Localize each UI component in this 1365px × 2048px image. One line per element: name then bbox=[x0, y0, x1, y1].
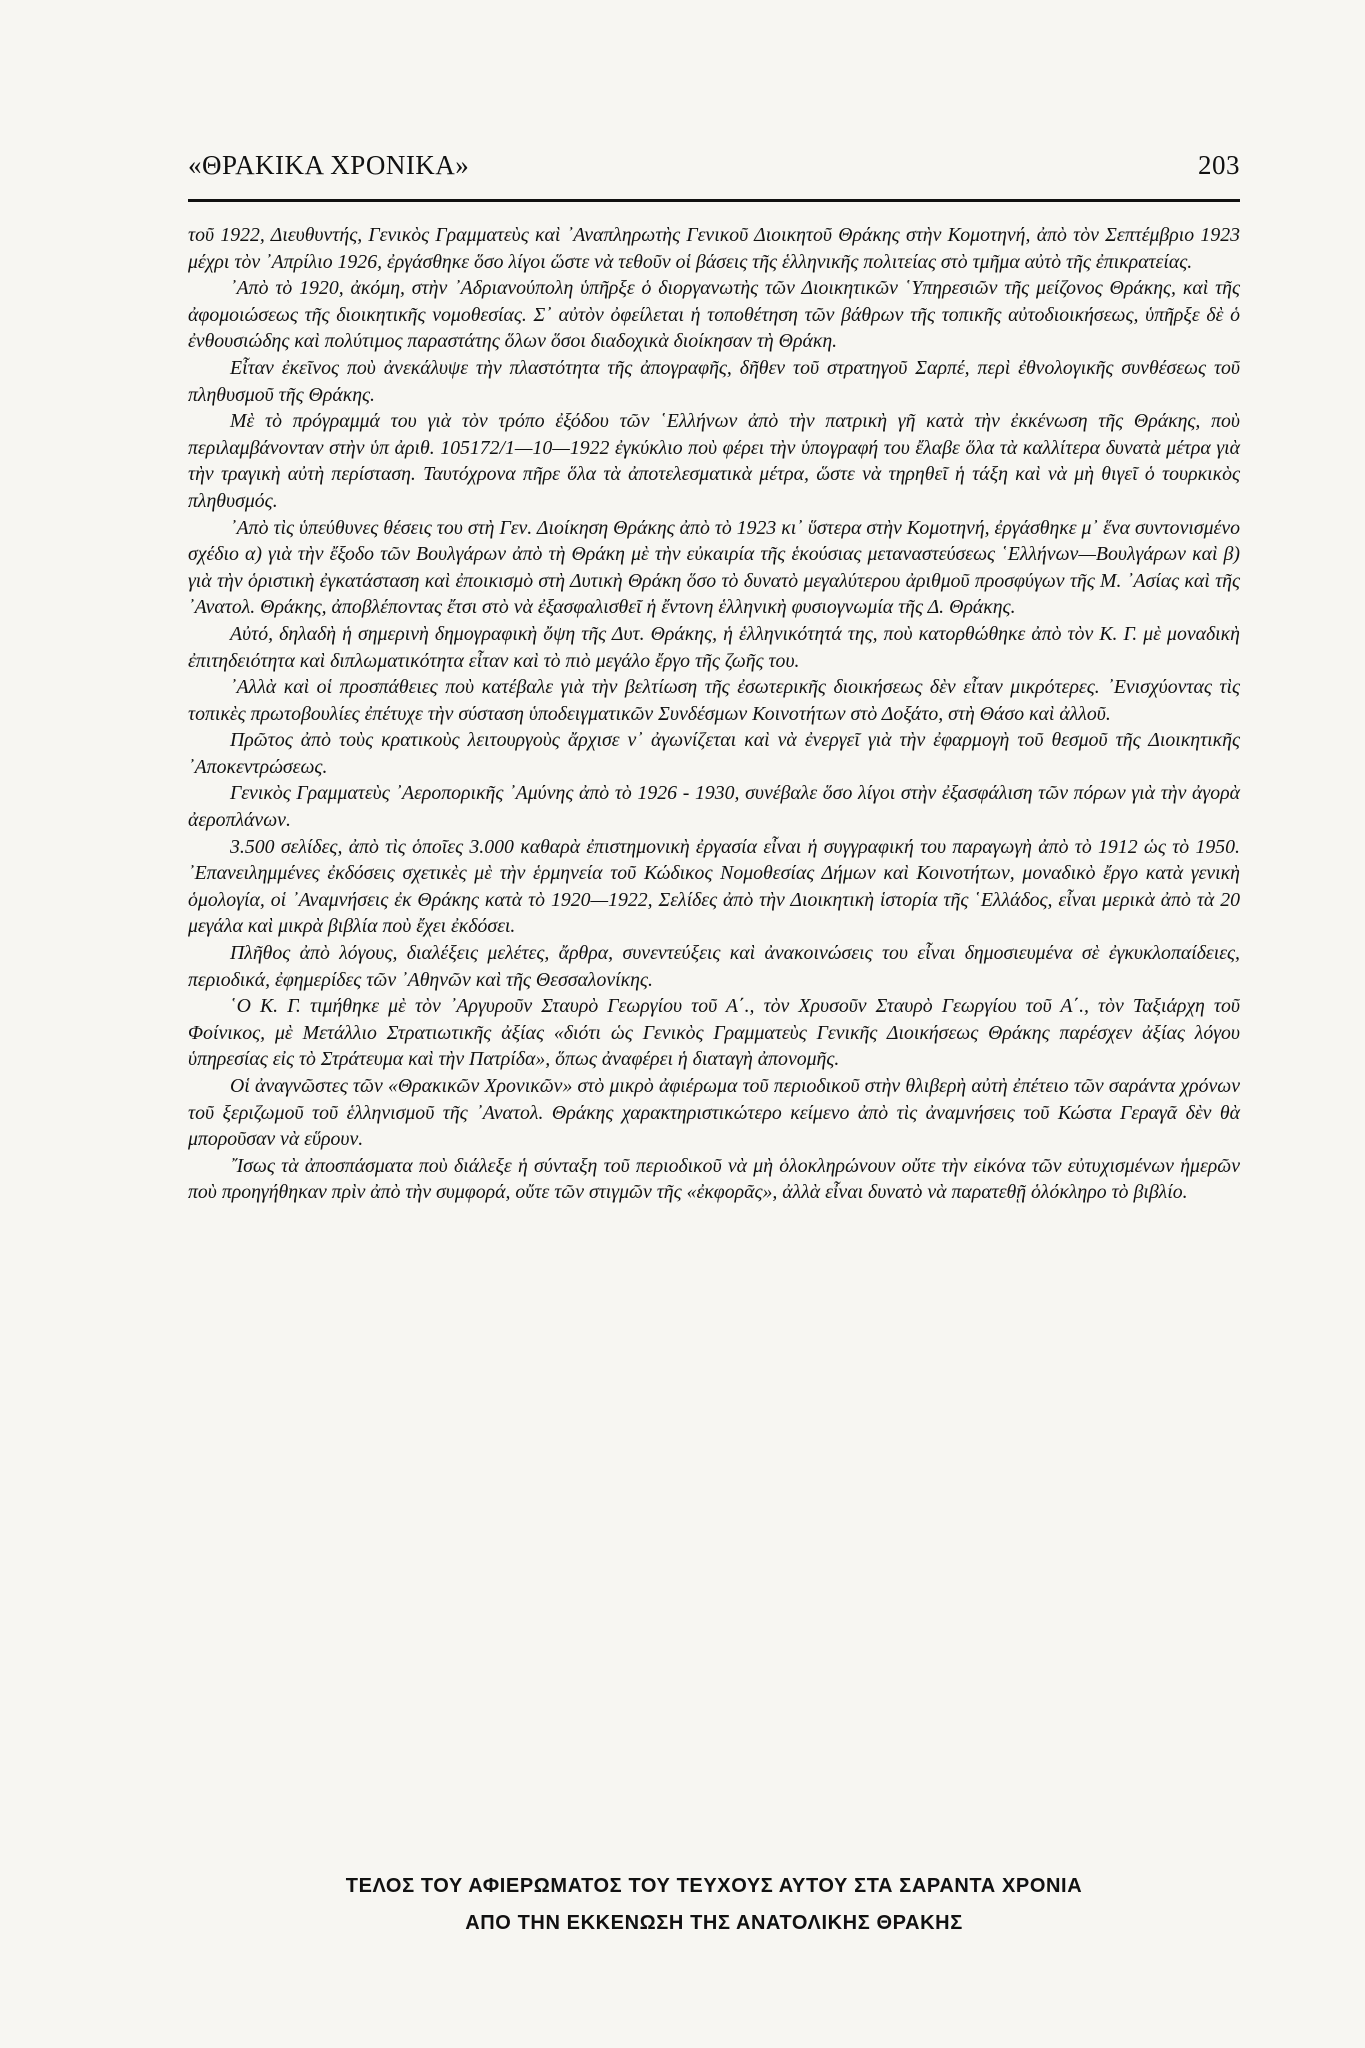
closing-note bbox=[188, 1868, 1240, 1942]
paragraph: 3.500 σελίδες, ἀπὸ τὶς ὁποῖες 3.000 καθαρὰ ἐπιστημονικὴ ἐργασία εἶναι ἡ συγγραφική του παραγωγὴ ἀπὸ τὸ 1912 ὡς τὸ 1950. ᾿Επανειλημμένες ἐκδόσεις σχετικὲς μὲ τὴν ἑρμηνεία τοῦ Κώδικος Νομοθεσίας Δήμων καὶ Κοινοτήτων, μοναδικὸ ἔργο κατὰ γενικὴ ὁμολογία, οἱ ᾿Αναμνήσεις ἐκ Θράκης κατὰ τὸ 1920—1922, Σελίδες ἀπὸ τὴν Διοικητικὴ ἱστορία τῆς ῾Ελλάδος, εἶναι μερικὰ ἀπὸ τὰ 20 μεγάλα καὶ μικρὰ βιβλία ποὺ ἔχει ἐκδόσει. bbox=[188, 835, 1240, 938]
header-rule bbox=[188, 199, 1240, 202]
paragraph: ᾿Απὸ τὶς ὑπεύθυνες θέσεις του στὴ Γεν. Διοίκηση Θράκης ἀπὸ τὸ 1923 κι᾿ ὕστερα στὴν Κομοτηνή, ἐργάσθηκε μ᾿ ἕνα συντονισμένο σχέδιο α) γιὰ τὴν ἔξοδο τῶν Βουλγάρων ἀπὸ τὴ Θράκη μὲ τὴν εὐκαιρία τῆς ἑκούσιας μεταναστεύσεως ῾Ελλήνων—Βουλγάρων καὶ β) γιὰ τὴν ὁριστικὴ ἐγκατάσταση καὶ ἐποικισμὸ στὴ Δυτικὴ Θράκη ὅσο τὸ δυνατὸ μεγαλύτερου ἀριθμοῦ προσφύγων τῆς Μ. ᾿Ασίας καὶ τῆς ᾿Ανατολ. Θράκης, ἀποβλέποντας ἔτσι στὸ νὰ ἐξασφαλισθεῖ ἡ ἔντονη ἑλληνικὴ φυσιογνωμία τῆς Δ. Θράκης. bbox=[188, 516, 1240, 619]
paragraph: ῾Ο Κ. Γ. τιμήθηκε μὲ τὸν ᾿Αργυροῦν Σταυρὸ Γεωργίου τοῦ Α΄., τὸν Χρυσοῦν Σταυρὸ Γεωργίου τοῦ Α΄., τὸν Ταξιάρχη τοῦ Φοίνικος, μὲ Μετάλλιο Στρατιωτικῆς ἀξίας «διότι ὡς Γενικὸς Γραμματεὺς Γενικῆς Διοικήσεως Θράκης παρέσχεν ἀξίας λόγου ὑπηρεσίας εἰς τὸ Στράτευμα καὶ τὴν Πατρίδα», ὅπως ἀναφέρει ἡ διαταγὴ ἀπονομῆς. bbox=[188, 995, 1240, 1071]
paragraph: ῎Ισως τὰ ἀποσπάσματα ποὺ διάλεξε ἡ σύνταξη τοῦ περιοδικοῦ νὰ μὴ ὁλοκληρώνουν οὔτε τὴν εἰκόνα τῶν εὐτυχισμένων ἡμερῶν ποὺ προηγήθηκαν πρὶν ἀπὸ τὴν συμφορά, οὔτε τῶν στιγμῶν τῆς «ἐκφορᾶς», ἀλλὰ εἶναι δυνατὸ νὰ παρατεθῇ ὁλόκληρο τὸ βιβλίο. bbox=[188, 1154, 1240, 1204]
running-header bbox=[188, 150, 1240, 181]
paragraph: Γενικὸς Γραμματεὺς ᾿Αεροπορικῆς ᾿Αμύνης ἀπὸ τὸ 1926 - 1930, συνέβαλε ὅσο λίγοι στὴν ἐξασφάλιση τῶν πόρων γιὰ τὴν ἀγορὰ ἀεροπλάνων. bbox=[188, 782, 1240, 832]
paragraph: ᾿Απὸ τὸ 1920, ἀκόμη, στὴν ᾿Αδριανούπολη ὑπῆρξε ὁ διοργανωτὴς τῶν Διοικητικῶν ῾Υπηρεσιῶν τῆς μείζονος Θράκης, καὶ τῆς ἀφομοιώσεως τῆς διοικητικῆς νομοθεσίας. Σ᾿ αὐτὸν ὀφείλεται ἡ τοποθέτηση τῶν βάθρων τῆς τοπικῆς αὐτοδιοικήσεως, ὑπῆρξε δὲ ὁ ἐνθουσιώδης καὶ πολύτιμος παραστάτης ὅλων ὅσοι διαδοχικὰ διοίκησαν τὴ Θράκη. bbox=[188, 277, 1240, 353]
article-body bbox=[188, 222, 1240, 1206]
paragraph: Μὲ τὸ πρόγραμμά του γιὰ τὸν τρόπο ἐξόδου τῶν ῾Ελλήνων ἀπὸ τὴν πατρικὴ γῆ κατὰ τὴν ἐκκένωση τῆς Θράκης, ποὺ περιλαμβάνονταν στὴν ὑπ ἀριθ. 105172/1—10—1922 ἐγκύκλιο ποὺ φέρει τὴν ὑπογραφή του ἔλαβε ὅλα τὰ καλλίτερα δυνατὰ μέτρα γιὰ τὴν τραγικὴ αὐτὴ περίσταση. Ταυτόχρονα πῆρε ὅλα τὰ ἀποτελεσματικὰ μέτρα, ὥστε νὰ τηρηθεῖ ἡ τάξη καὶ νὰ μὴ θιγεῖ ὁ τουρκικὸς πληθυσμός. bbox=[188, 410, 1240, 512]
paragraph: Πρῶτος ἀπὸ τοὺς κρατικοὺς λειτουργοὺς ἄρχισε ν᾿ ἀγωνίζεται καὶ νὰ ἐνεργεῖ γιὰ τὴν ἐφαρμογὴ τοῦ θεσμοῦ τῆς Διοικητικῆς ᾿Αποκεντρώσεως. bbox=[188, 729, 1240, 778]
paragraph: Αὐτό, δηλαδὴ ἡ σημερινὴ δημογραφικὴ ὄψη τῆς Δυτ. Θράκης, ἡ ἑλληνικότητά της, ποὺ κατορθώθηκε ἀπὸ τὸν Κ. Γ. μὲ μοναδικὴ ἐπιτηδειότητα καὶ διπλωματικότητα εἶταν καὶ τὸ πιὸ μεγάλο ἔργο τῆς ζωῆς του. bbox=[188, 622, 1240, 672]
paragraph: τοῦ 1922, Διευθυντής, Γενικὸς Γραμματεὺς καὶ ᾿Αναπληρωτὴς Γενικοῦ Διοικητοῦ Θράκης στὴν Κομοτηνή, ἀπὸ τὸν Σεπτέμβριο 1923 μέχρι τὸν ᾿Απρίλιο 1926, ἐργάσθηκε ὅσο λίγοι ὥστε νὰ τεθοῦν οἱ βάσεις τῆς ἑλληνικῆς πολιτείας στὸ τμῆμα αὐτὸ τῆς ἐπικρατείας. bbox=[188, 224, 1240, 273]
paragraph: Εἶταν ἐκεῖνος ποὺ ἀνεκάλυψε τὴν πλαστότητα τῆς ἀπογραφῆς, δῆθεν τοῦ στρατηγοῦ Σαρπέ, περὶ ἐθνολογικῆς συνθέσεως τοῦ πληθυσμοῦ τῆς Θράκης. bbox=[188, 356, 1240, 406]
paragraph: Οἱ ἀναγνῶστες τῶν «Θρακικῶν Χρονικῶν» στὸ μικρὸ ἀφιέρωμα τοῦ περιοδικοῦ στὴν θλιβερὴ αὐτὴ ἐπέτειο τῶν σαράντα χρόνων τοῦ ξεριζωμοῦ τοῦ ἑλληνισμοῦ τῆς ᾿Ανατολ. Θράκης χαρακτηριστικώτερο κείμενο ἀπὸ τὶς ἀναμνήσεις τοῦ Κώστα Γεραγᾶ δὲν θὰ μποροῦσαν νὰ εὕρουν. bbox=[188, 1075, 1240, 1151]
closing-note-line: ΑΠΟ ΤΗΝ ΕΚΚΕΝΩΣΗ ΤΗΣ ΑΝΑΤΟΛΙΚΗΣ ΘΡΑΚΗΣ bbox=[465, 1912, 963, 1934]
journal-title: «ΘΡΑΚΙΚΑ ΧΡΟΝΙΚΑ» bbox=[188, 150, 470, 180]
paragraph: Πλῆθος ἀπὸ λόγους, διαλέξεις μελέτες, ἄρθρα, συνεντεύξεις καὶ ἀνακοινώσεις του εἶναι δημοσιευμένα σὲ ἐγκυκλοπαίδειες, περιοδικά, ἐφημερίδες τῶν ᾿Αθηνῶν καὶ τῆς Θεσσαλονίκης. bbox=[188, 942, 1240, 991]
paragraph: ᾿Αλλὰ καὶ οἱ προσπάθειες ποὺ κατέβαλε γιὰ τὴν βελτίωση τῆς ἐσωτερικῆς διοικήσεως δὲν εἶταν μικρότερες. ᾿Ενισχύοντας τὶς τοπικὲς πρωτοβουλίες ἐπέτυχε τὴν σύσταση ὑποδειγματικῶν Συνδέσμων Κοινοτήτων στὸ Δοξάτο, στὴ Θάσο καὶ ἀλλοῦ. bbox=[188, 676, 1240, 725]
page-number: 203 bbox=[1198, 150, 1240, 180]
closing-note-line: ΤΕΛΟΣ ΤΟΥ ΑΦΙΕΡΩΜΑΤΟΣ ΤΟΥ ΤΕΥΧΟΥΣ ΑΥΤΟΥ ΣΤΑ ΣΑΡΑΝΤΑ ΧΡΟΝΙΑ bbox=[345, 1875, 1083, 1897]
